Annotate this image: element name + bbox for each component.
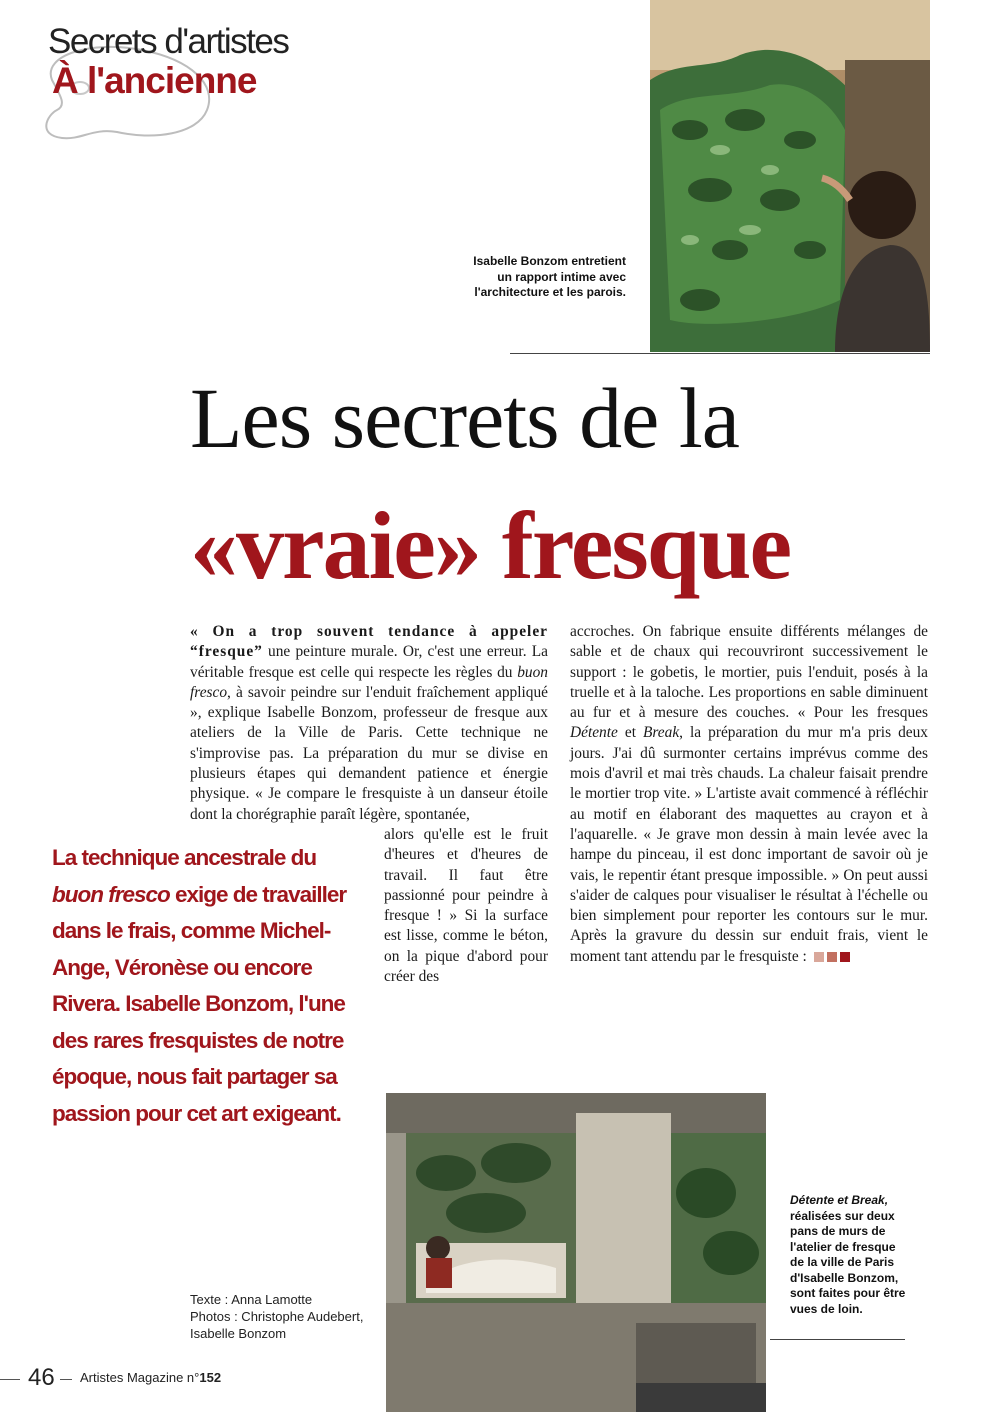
article-title-line1: Les secrets de la: [190, 370, 739, 466]
body-text: , à savoir peindre sur l'enduit fraîchement appliqué », explique Isabelle Bonzom, professeur de fresque aux ateliers de la Ville de Paris. Cette technique ne s'improvise pas. La préparation du mur se divise en plusieurs étapes qui demandent patience et énergie physique. « Je compare le fresquiste à un danseur étoile dont la chorégraphie paraît légère, spontanée,: [190, 683, 548, 823]
caption-rule: [510, 353, 930, 354]
end-mark-square: [827, 952, 837, 962]
rubric-subtitle: À l'ancienne: [52, 60, 257, 101]
lead-in: « On a trop souvent tendance à appeler “fresque”: [190, 623, 548, 661]
credit-photos-2: Isabelle Bonzom: [190, 1326, 287, 1341]
top-photo: [650, 0, 930, 352]
credits: [190, 1291, 380, 1342]
body-text: une peinture murale. Or, c'est une erreur. La véritable fresque est celle qui respecte les règles du: [190, 643, 548, 681]
bottom-photo: [386, 1093, 766, 1412]
folio-rule: [0, 1379, 20, 1380]
magazine-title: Artistes Magazine n°: [80, 1370, 200, 1385]
photo-caption-top: Isabelle Bonzom entretient un rapport intime avec l'architecture et les parois.: [473, 254, 626, 299]
end-mark-square: [840, 952, 850, 962]
body-column-2: [570, 622, 928, 967]
rubric-title: Secrets d'artistes: [48, 22, 289, 61]
body-italic: Détente: [570, 724, 618, 742]
body-text: , la préparation du mur m'a pris deux jours. J'ai dû surmonter certains imprévus comme des mois d'avril et mai très chauds. La chaleur faisait prendre le mortier trop vite. » L'artiste avait commencé à réfléchir au motif en élaborant des maquettes au crayon et à l'aquarelle. « Je grave mon dessin à main levée avec la hampe du pinceau, il est donc important de savoir où je vais, le repentir étant presque impossible. » On peut aussi s'aider de calques pour visualiser le résultat à l'échelle ou bien simplement pour reporter les contours sur le mur. Après la gravure du dessin sur enduit frais, vient le moment tant attendu par le fresquiste :: [570, 724, 928, 965]
caption-italic: Détente et Break,: [790, 1193, 889, 1207]
article-title-line2: «vraie» fresque: [190, 492, 791, 599]
body-italic: buon fresco: [190, 663, 548, 701]
issue-number: 152: [199, 1370, 222, 1385]
caption-rule: [770, 1339, 905, 1340]
body-text: alors qu'elle est le fruit d'heures et d'heures de travail. Il faut être passionné pour peindre à fresque ! » Si la surface est lisse, comme le béton, on la pique d'abord pour créer des: [384, 826, 548, 986]
body-text: et: [617, 724, 643, 742]
body-italic: Break: [642, 724, 680, 742]
chapo-text: exige de travailler dans le frais, comme Michel-Ange, Véronèse ou encore Rivera. Isabelle Bonzom, l'une des rares fresquistes de notre époque, nous fait partager sa passion pour cet art exigeant.: [52, 881, 347, 1126]
page-number: 46: [28, 1364, 55, 1391]
end-mark-square: [814, 952, 824, 962]
body-text: accroches. On fabrique ensuite différents mélanges de sable et de chaux qui recouvriront successivement le support : le gobetis, le mortier, puis l'enduit, posés à la truelle et à la taloche. Les proportions en sable diminuent au fur et à mesure des couches. « Pour les fresques: [570, 623, 928, 722]
chapo-italic: buon fresco: [52, 881, 170, 907]
body-column-1: [190, 622, 548, 825]
folio-rule: [60, 1379, 72, 1380]
chapo-standfirst: [52, 840, 372, 1132]
body-column-1-continued: [384, 825, 548, 987]
chapo-text: La technique ancestrale du: [52, 845, 317, 870]
photo-caption-bottom: [790, 1193, 910, 1317]
caption-text: réalisées sur deux pans de murs de l'atelier de fresque de la ville de Paris d'Isabelle Bonzom, sont faites pour être vues de loin.: [790, 1208, 906, 1316]
credit-text: Texte : Anna Lamotte: [190, 1292, 313, 1307]
magazine-name: [80, 1370, 221, 1385]
credit-photos: Photos : Christophe Audebert,: [190, 1309, 364, 1324]
